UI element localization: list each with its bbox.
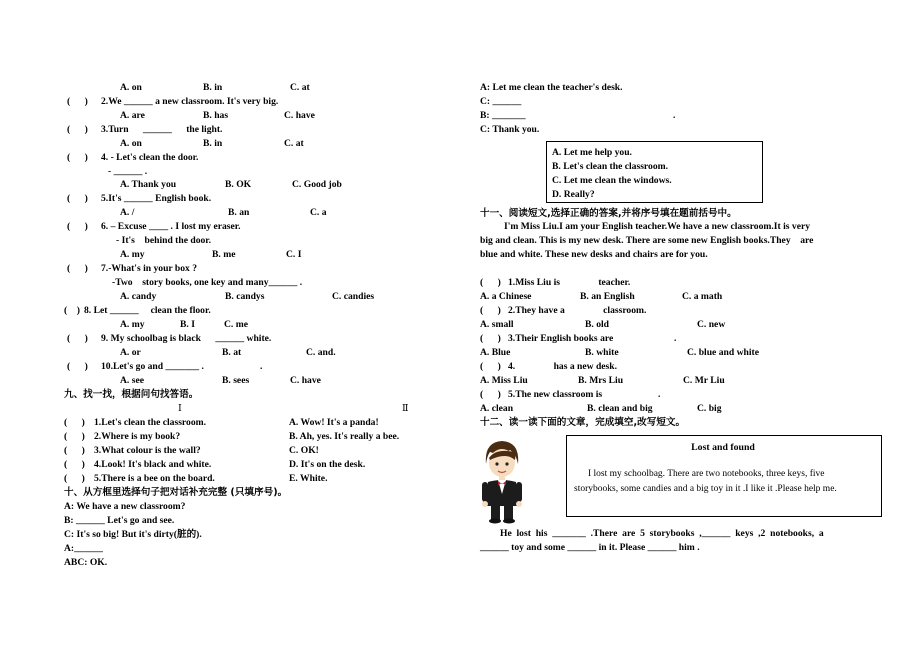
option: C. me [224,319,248,330]
option: C. Mr Liu [683,375,725,386]
section-title: 十二、读一读下面的文章，完成填空,改写短文。 [480,417,686,428]
question-text: 1.Miss Liu is teacher. [508,277,631,288]
option: A. a Chinese [480,291,532,302]
answer-paren[interactable]: ( ) [64,473,85,484]
dialog-line: A:______ [64,543,103,554]
question-text: - It's behind the door. [116,235,212,246]
answer-paren[interactable]: ( ) [67,124,88,135]
match-answer: B. Ah, yes. It's really a bee. [289,431,400,442]
option: B. Mrs Liu [578,375,624,386]
dialog-line: C: Thank you. [480,124,540,135]
option: A. candy [120,291,157,302]
option: B. at [222,347,242,358]
dialog-dot: . [673,110,676,121]
match-question: 2.Where is my book? [94,431,181,442]
option: A. are [120,110,145,121]
dialog-line: ABC: OK. [64,557,108,568]
question-text: 4. - Let's clean the door. [101,152,199,163]
match-question: 5.There is a bee on the board. [94,473,215,484]
question-text: 10.Let's go and _______ . [101,361,204,372]
option: B. Let's clean the classroom. [552,161,669,172]
answer-paren[interactable]: ( ) [67,193,88,204]
option: B. I [180,319,195,330]
match-answer: E. White. [289,473,328,484]
answer-paren[interactable]: ( ) [64,305,80,316]
answer-paren[interactable]: ( ) [64,417,85,428]
answer-paren[interactable]: ( ) [67,333,88,344]
option: B. OK [225,179,252,190]
option: A. / [120,207,135,218]
answer-paren[interactable]: ( ) [67,263,88,274]
option: C. a [310,207,327,218]
section-title: 九、找一找，根据问句找答语。 [64,389,199,400]
column-header: Ⅰ [178,403,182,414]
option: A. on [120,82,142,93]
question-text: 2.They have a classroom. [508,305,647,316]
option: A. or [120,347,141,358]
passage-line: big and clean. This is my new desk. There are some new English books.They are [480,235,814,246]
passage-line: I'm Miss Liu.I am your English teacher.We have a new classroom.It is very [504,221,811,232]
option: C. a math [682,291,723,302]
option: C. at [290,82,310,93]
column-header: Ⅱ [402,403,409,414]
answer-paren[interactable]: ( ) [480,333,501,344]
match-question: 3.What colour is the wall? [94,445,201,456]
option: A. clean [480,403,514,414]
option: C. have [284,110,315,121]
question-dot: . [260,361,263,372]
question-text: - ______ . [108,166,148,177]
question-dot: . [674,333,677,344]
option: B. in [203,82,223,93]
question-text: -Two story books, one key and many______ . [112,277,303,288]
option: C. blue and white [687,347,759,358]
answer-paren[interactable]: ( ) [64,431,85,442]
option: B. in [203,138,223,149]
option: B. an [228,207,250,218]
question-text: 2.We ______ a new classroom. It's very big. [101,96,279,107]
answer-paren[interactable]: ( ) [480,277,501,288]
option: C. big [697,403,722,414]
option: B. an English [580,291,635,302]
option: C. I [286,249,302,260]
match-answer: D. It's on the desk. [289,459,366,470]
option: B. white [585,347,619,358]
dialog-line: B: _______ [480,110,526,121]
lost-and-found-title: Lost and found [691,442,755,453]
question-text: 6. – Excuse ____ . I lost my eraser. [101,221,241,232]
option: A. my [120,249,145,260]
option: B. old [585,319,609,330]
option: C. candies [332,291,375,302]
option: C. Good job [292,179,342,190]
question-text: 3.Turn ______ the light. [101,124,223,135]
option: B. has [203,110,229,121]
section-title: 十、从方框里选择句子把对话补充完整 (只填序号)。 [64,487,288,498]
fill-line: He lost his _______ .There are 5 storybooks ,______ keys ,2 notebooks, a [500,528,824,539]
option: B. clean and big [587,403,653,414]
option: B. sees [222,375,250,386]
option: C. at [284,138,304,149]
question-text: 4. has a new desk. [508,361,618,372]
fill-line: ______ toy and some ______ in it. Please ______ him . [480,542,700,553]
option: C. have [290,375,321,386]
option: A. Miss Liu [480,375,528,386]
option: A. Let me help you. [552,147,632,158]
option: C. Let me clean the windows. [552,175,672,186]
question-text: 5.It's ______ English book. [101,193,212,204]
option: B. me [212,249,236,260]
answer-paren[interactable]: ( ) [64,459,85,470]
question-dot: . [658,389,661,400]
match-question: 4.Look! It's black and white. [94,459,212,470]
option: B. candys [225,291,265,302]
dialog-line: C: ______ [480,96,522,107]
option: A. my [120,319,145,330]
option: A. see [120,375,144,386]
option: C. and. [306,347,336,358]
question-text: 5.The new classroom is [508,389,603,400]
option: A. on [120,138,142,149]
answer-paren[interactable]: ( ) [67,221,88,232]
boy-illustration-icon [476,436,528,524]
section-title: 十一、阅读短文,选择正确的答案,并将序号填在题前括号中。 [480,208,737,219]
match-answer: A. Wow! It's a panda! [289,417,379,428]
dialog-line: A: Let me clean the teacher's desk. [480,82,623,93]
dialog-line: C: It's so big! But it's dirty(脏的). [64,529,202,540]
answer-paren[interactable]: ( ) [67,96,88,107]
lost-and-found-text: I lost my schoolbag. There are two notebooks, three keys, five storybooks, some candies and a big toy in it .I like it .Please help me. [574,469,837,494]
match-question: 1.Let's clean the classroom. [94,417,207,428]
answer-paren[interactable]: ( ) [67,152,88,163]
answer-paren[interactable]: ( ) [64,445,85,456]
option: D. Really? [552,189,595,200]
answer-paren[interactable]: ( ) [480,389,501,400]
question-text: 8. Let ______ clean the floor. [84,305,211,316]
answer-paren[interactable]: ( ) [67,361,88,372]
option: A. Blue [480,347,511,358]
passage-line: blue and white. These new desks and chairs are for you. [480,249,708,260]
option: A. small [480,319,514,330]
question-text: 7.-What's in your box ? [101,263,198,274]
question-text: 3.Their English books are [508,333,614,344]
option: C. new [697,319,726,330]
dialog-line: B: ______ Let's go and see. [64,515,175,526]
match-answer: C. OK! [289,445,319,456]
option: A. Thank you [120,179,177,190]
answer-paren[interactable]: ( ) [480,305,501,316]
answer-paren[interactable]: ( ) [480,361,501,372]
question-text: 9. My schoolbag is black ______ white. [101,333,272,344]
dialog-line: A: We have a new classroom? [64,501,186,512]
